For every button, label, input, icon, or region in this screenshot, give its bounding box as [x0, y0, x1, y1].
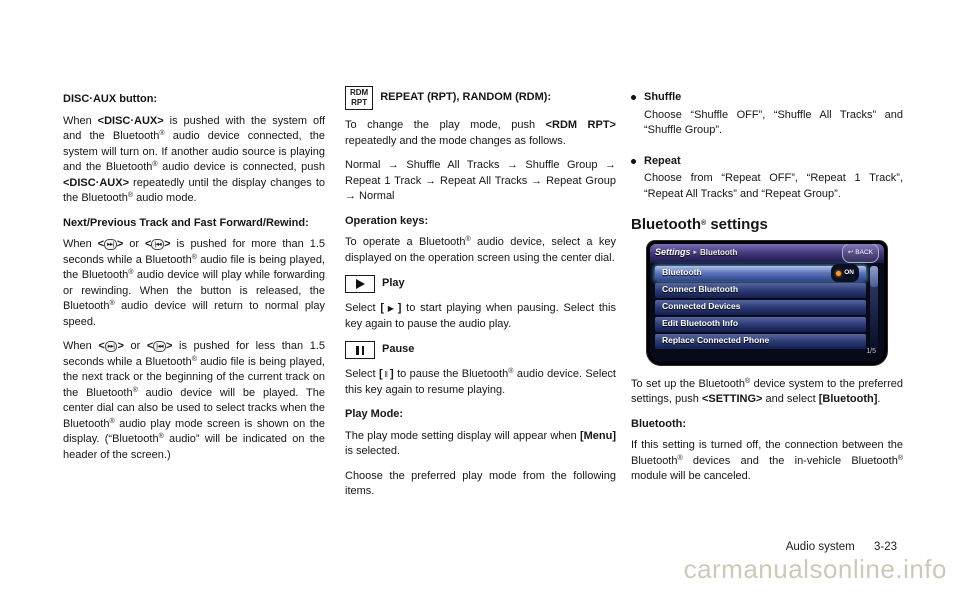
back-arrow-icon: ↩ [847, 249, 854, 257]
paragraph-bluetooth-off: If this setting is turned off, the connection between the Bluetooth® devices and the in-vehicle Bluetooth® module will be canceled. [631, 439, 903, 482]
paragraph-setup-bluetooth: To set up the Bluetooth® device system to the preferred settings, push <SETTING> and select [Bluetooth]. [631, 377, 903, 405]
play-label: Play [382, 277, 405, 290]
paragraph-pause: Select [ ‖ ] to pause the Bluetooth® audio device. Select this key again to resume playing. [345, 368, 616, 396]
heading-disc-aux-button: DISC·AUX button: [63, 93, 158, 105]
menu-item-replace-connected-phone [655, 334, 866, 349]
menu-item-label: Edit Bluetooth Info [662, 318, 739, 329]
heading-bluetooth: Bluetooth: [631, 417, 686, 430]
page-footer [786, 541, 897, 553]
screen-display [650, 244, 884, 362]
rpt-label: RPT [351, 98, 368, 107]
play-key-row [345, 275, 616, 293]
repeat-random-heading-row [345, 86, 616, 110]
bullet-shuffle-label: Shuffle [644, 91, 682, 103]
mode-cycle-sequence: Normal → Shuffle All Tracks → Shuffle Group → Repeat 1 Track → Repeat All Tracks → Repeat Group → Normal [345, 159, 616, 202]
bullet-repeat [631, 154, 903, 212]
rdm-label: RDM [350, 88, 369, 97]
pause-button-icon [345, 341, 375, 359]
bullet-icon [631, 159, 636, 164]
on-label: ON [844, 269, 854, 277]
paragraph-seek-long-press: When < ▸▸| > or < |◂◂ > is pushed for more than 1.5 seconds while a Bluetooth® audio file is being played, the Bluetooth® audio device will play while forwarding or rewinding. When the button is released, the Bluetooth® audio device will return to normal play speed. [63, 238, 325, 328]
menu-item-label: Connected Devices [662, 301, 741, 312]
bullet-shuffle-text: Choose “Shuffle OFF”, “Shuffle All Tracks” and “Shuffle Group”. [644, 108, 903, 136]
menu-item-label: Connect Bluetooth [662, 284, 739, 295]
breadcrumb-arrow-icon: ▸ [693, 249, 698, 257]
bullet-repeat-label: Repeat [644, 154, 681, 167]
heading-repeat-random: REPEAT (RPT), RANDOM (RDM): [380, 91, 552, 104]
paragraph-play-mode-display: The play mode setting display will appear when [Menu] is selected. [345, 429, 616, 457]
screen-title: Settings [655, 247, 691, 258]
rdm-rpt-button-icon [345, 86, 373, 110]
scrollbar-thumb [870, 266, 878, 288]
menu-item-label: Replace Connected Phone [662, 335, 770, 346]
page-indicator: 1/5 [866, 348, 876, 355]
paragraph-seek-short-press: When < ▸▸| > or < |◂◂ > is pushed for less than 1.5 seconds while a Bluetooth® audio file is being played, the next track or the beginning of the current track on the Bluetooth® audio device will be played. The center dial can also be used to select tracks when the Bluetooth® audio play mode screen is shown on the display. (“Bluetooth® audio” will be indicated on the header of the screen.) [63, 340, 325, 461]
back-button [842, 244, 879, 263]
bullet-icon [631, 95, 636, 100]
paragraph-choose-mode: Choose the preferred play mode from the following items. [345, 469, 616, 497]
footer-page-number: 3-23 [873, 541, 897, 553]
watermark: carmanualsonline.info [683, 554, 947, 584]
menu-item-bluetooth [655, 266, 866, 281]
column-middle [345, 86, 616, 509]
bluetooth-settings-figure [647, 241, 887, 365]
heading-next-previous-track: Next/Previous Track and Fast Forward/Rewind: [63, 216, 309, 229]
heading-play-mode: Play Mode: [345, 408, 404, 420]
screen-subtitle: Bluetooth [700, 248, 738, 258]
menu-item-connected-devices [655, 300, 866, 315]
footer-section-label: Audio system [785, 541, 855, 553]
paragraph-operation-keys: To operate a Bluetooth® audio device, select a key displayed on the operation screen using the center dial. [345, 236, 616, 264]
paragraph-play: Select [ ▶ ] to start playing when pausing. Select this key again to pause the audio play. [345, 302, 616, 330]
paragraph-disc-aux: When <DISC·AUX> is pushed with the system off and the Bluetooth® audio device connected, the system will turn on. If another audio source is playing and the Bluetooth® audio device is connected, push <DISC·AUX> repeatedly until the display changes to the Bluetooth® audio mode. [63, 114, 326, 204]
menu-item-label: Bluetooth [662, 267, 702, 278]
paragraph-play-mode-push: To change the play mode, push <RDM RPT> repeatedly and the mode changes as follows. [345, 119, 616, 147]
status-dot-icon [836, 271, 841, 276]
menu-list [655, 266, 866, 351]
screen-titlebar [650, 244, 884, 263]
scrollbar [870, 266, 878, 349]
back-label: BACK [855, 249, 873, 257]
column-right [631, 90, 903, 494]
play-triangle-icon [356, 279, 365, 289]
menu-item-connect-bluetooth [655, 283, 866, 298]
heading-operation-keys: Operation keys: [345, 214, 429, 227]
heading-bluetooth-settings: Bluetooth® settings [631, 216, 768, 233]
pause-label: Pause [382, 343, 415, 356]
menu-item-edit-bluetooth-info [655, 317, 866, 332]
pause-key-row [345, 341, 616, 359]
bullet-repeat-text: Choose from “Repeat OFF”, “Repeat 1 Track”, “Repeat All Tracks” and “Repeat Group”. [644, 172, 903, 200]
bluetooth-on-indicator [831, 264, 859, 282]
bullet-shuffle [631, 90, 903, 148]
column-left [63, 90, 325, 472]
play-button-icon [345, 275, 375, 293]
